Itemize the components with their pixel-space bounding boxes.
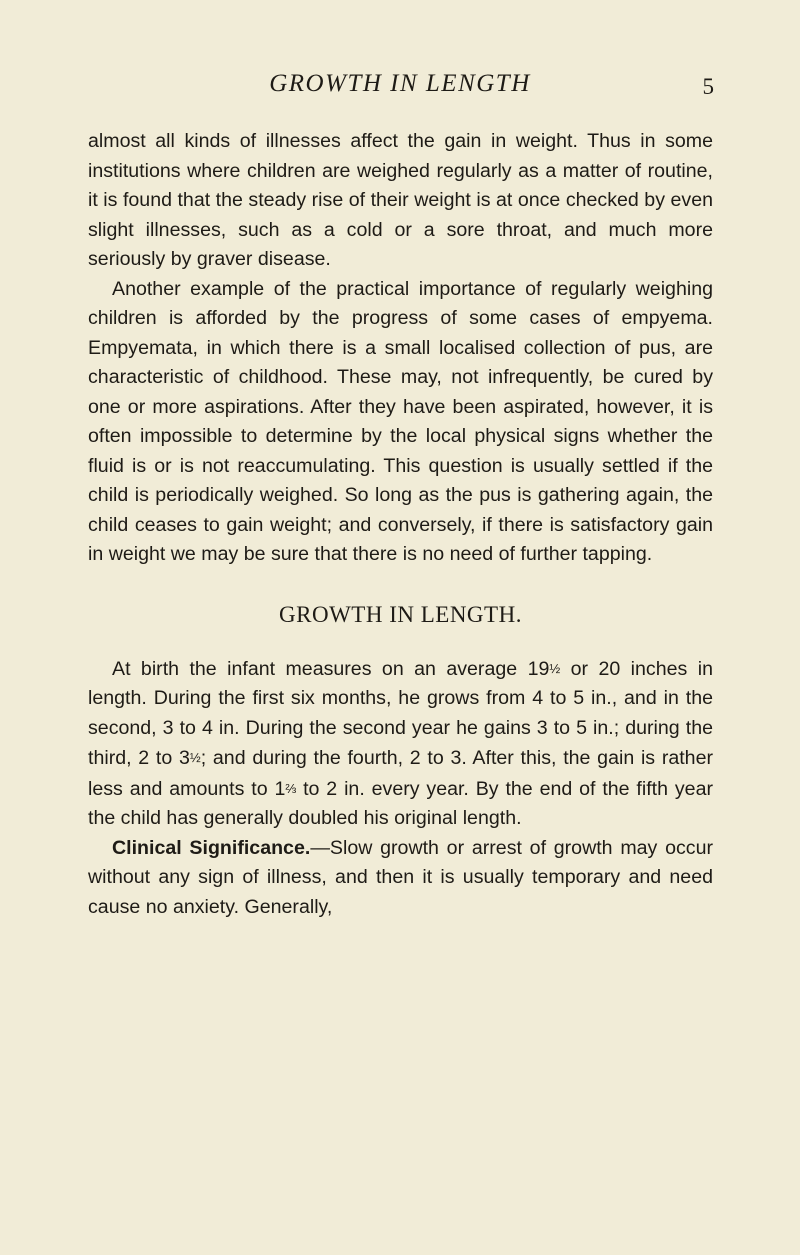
text-segment: At birth the infant measures on an average 19 <box>112 657 550 680</box>
body-text <box>88 127 713 922</box>
page-number: 5 <box>702 74 714 99</box>
running-head <box>0 66 800 106</box>
fraction: ½ <box>189 750 201 765</box>
running-title: GROWTH IN LENGTH <box>269 70 531 97</box>
paragraph-growth-figures <box>88 654 713 834</box>
text-segment: to 2 in. every year. By the end of the fifth year the child has generally doubled his original length. <box>88 777 713 829</box>
paragraph-continued: almost all kinds of illnesses affect the gain in weight. Thus in some institutions where children are weighed regularly as a matter of routine, it is found that the steady rise of their weight is at once checked by even slight illnesses, such as a cold or a sore throat, and much more seriously by graver disease. <box>88 130 713 270</box>
text-segment: or 20 inches in length. During the first six months, he grows from 4 to 5 in., and in the second, 3 to 4 in. During the second year he gains 3 to 5 in.; during the third, 2 to 3 <box>88 657 713 769</box>
text-segment: ; and during the fourth, 2 to 3. After this, the gain is rather less and amounts to 1 <box>88 747 713 800</box>
text-segment: —Slow growth or arrest of growth may occur without any sign of illness, and then it is usually temporary and need cause no anxiety. Generally, <box>88 836 713 918</box>
section-heading: GROWTH IN LENGTH. <box>279 601 522 627</box>
paragraph-empyema: Another example of the practical importance of regularly weighing children is afforded by the progress of some cases of empyema. Empyemata, in which there is a small localised collection of pus, are characteristic of childhood. These may, not infrequently, be cured by one or more aspirations. After they have been aspirated, however, it is often impossible to determine by the local physical signs whether the fluid is or is not reaccumulating. This question is usually settled if the child is periodically weighed. So long as the pus is gathering again, the child ceases to gain weight; and conversely, if there is satisfactory gain in weight we may be sure that there is no need of further tapping. <box>88 277 713 565</box>
fraction: ⅔ <box>285 780 297 796</box>
run-in-heading: Clinical Significance. <box>112 836 311 859</box>
fraction: ½ <box>549 660 561 676</box>
paragraph-clinical-significance <box>88 834 713 923</box>
